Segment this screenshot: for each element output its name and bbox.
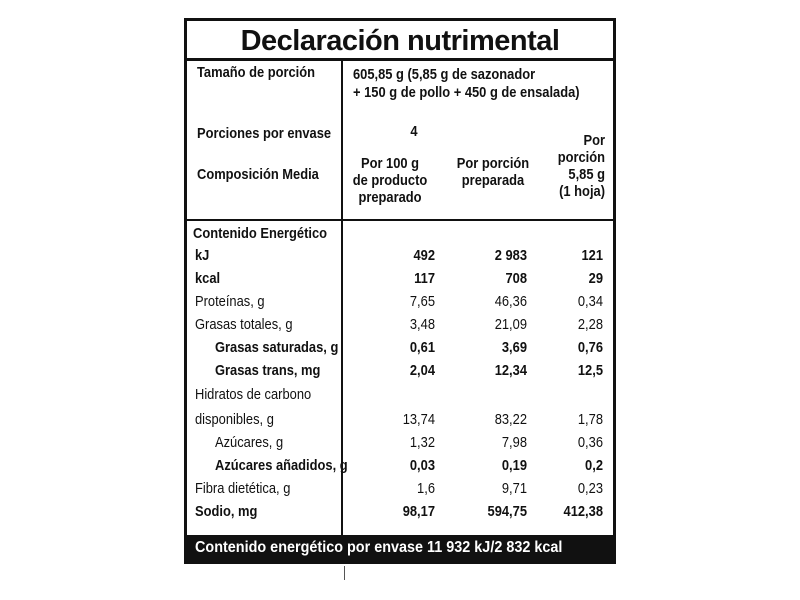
registration-mark [344,566,345,580]
value-per-sheet: 12,5 [577,362,603,379]
value-per-serving: 21,09 [494,316,527,333]
value-per-100g: 3,48 [409,316,435,333]
value-per-sheet: 0,76 [577,339,603,356]
value-per-100g: 0,03 [409,457,435,474]
header-per-sheet-line-3: 5,85 g [568,166,605,183]
value-per-sheet: 29 [588,270,603,287]
value-per-serving: 7,98 [501,434,527,451]
nutrition-facts-panel [184,18,616,564]
value-per-serving: 9,71 [501,480,527,497]
value-per-sheet: 121 [581,247,603,264]
value-per-100g: 98,17 [402,503,435,520]
energy-per-container-footer [187,535,613,561]
label-title: Declaración nutrimental [240,25,560,57]
header-divider [187,219,613,221]
value-per-100g: 492 [413,247,435,264]
value-per-100g: 2,04 [409,362,435,379]
composition-label: Composición Media [197,166,319,183]
value-per-serving: 12,34 [494,362,527,379]
value-per-100g: 7,65 [409,293,435,310]
value-per-serving: 83,22 [494,411,527,428]
serving-size-line-1: 605,85 g (5,85 g de sazonador [353,66,536,83]
energy-heading: Contenido Energético [193,225,328,242]
nutrient-label: Grasas trans, mg [215,362,321,379]
nutrient-label: Fibra dietética, g [195,480,291,497]
value-per-100g: 1,6 [417,480,435,497]
serving-size-line-2: + 150 g de pollo + 450 g de ensalada) [353,84,580,101]
value-per-sheet: 0,23 [577,480,603,497]
value-per-sheet: 412,38 [563,503,603,520]
value-per-serving: 3,69 [501,339,527,356]
nutrient-label: Hidratos de carbono [195,386,312,403]
header-per-sheet-line-1: Por [583,132,605,149]
header-per-sheet-line-4: (1 hoja) [559,183,605,200]
value-per-sheet: 0,36 [577,434,603,451]
nutrient-label: Grasas saturadas, g [215,339,339,356]
value-per-sheet: 0,2 [585,457,603,474]
nutrient-label: Grasas totales, g [195,316,293,333]
header-per-sheet-line-2: porción [557,149,605,166]
nutrient-label: Proteínas, g [195,293,265,310]
value-per-serving: 594,75 [487,503,527,520]
nutrient-label: disponibles, g [195,411,274,428]
value-per-serving: 0,19 [501,457,527,474]
header-per-serving-line-2: preparada [461,172,525,189]
value-per-sheet: 0,34 [577,293,603,310]
serving-size-label: Tamaño de porción [197,64,316,81]
nutrient-label: Azúcares añadidos, g [215,457,348,474]
nutrient-label: Azúcares, g [215,434,284,451]
servings-per-container-value: 4 [410,123,418,140]
value-per-serving: 708 [505,270,527,287]
header-per-100g-line-3: preparado [358,189,422,206]
value-per-sheet: 1,78 [577,411,603,428]
value-per-100g: 117 [414,270,435,287]
header-per-serving-line-1: Por porción [456,155,530,172]
nutrient-label: kJ [195,247,210,264]
title-divider [187,58,613,61]
nutrient-label: kcal [195,270,221,287]
nutrient-label: Sodio, mg [195,503,258,520]
value-per-serving: 46,36 [494,293,527,310]
header-per-100g-line-2: de producto [352,172,428,189]
value-per-100g: 0,61 [409,339,435,356]
value-per-serving: 2 983 [494,247,527,264]
value-per-sheet: 2,28 [577,316,603,333]
value-per-100g: 1,32 [409,434,435,451]
footer-text: Contenido energético por envase 11 932 kJ/2 832 kcal [195,539,563,556]
servings-per-container-label: Porciones por envase [197,125,332,142]
value-per-100g: 13,74 [402,411,435,428]
header-per-100g-line-1: Por 100 g [360,155,420,172]
